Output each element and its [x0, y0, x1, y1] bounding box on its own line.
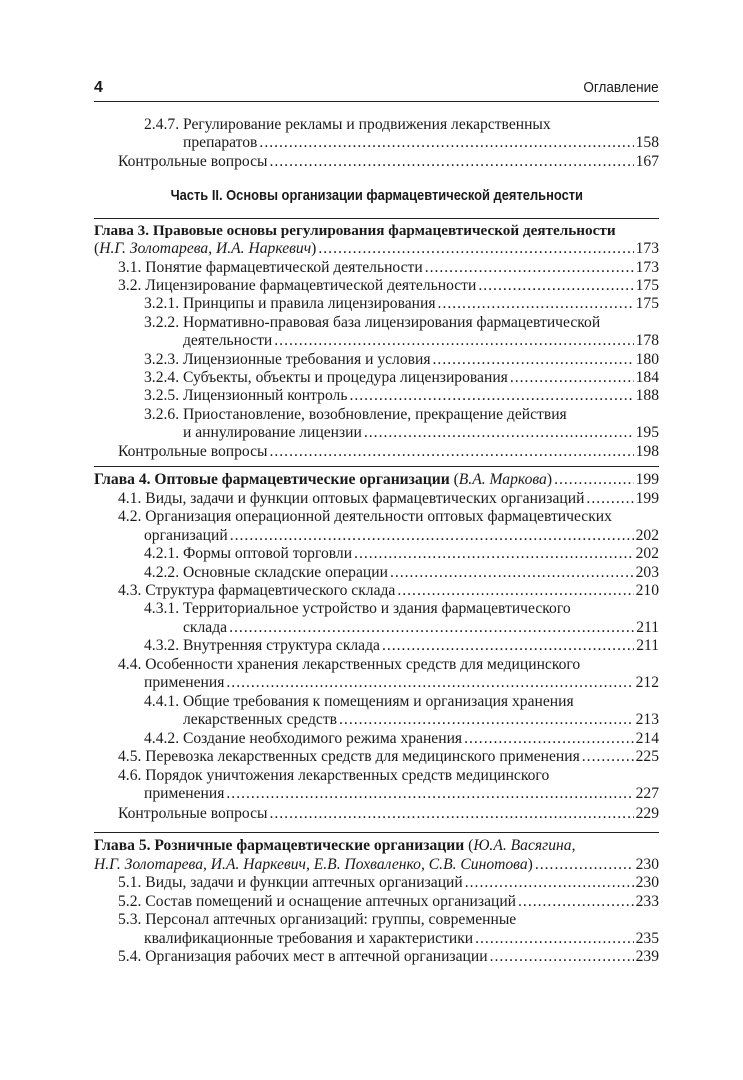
toc-entry-title: применения	[144, 674, 225, 691]
running-title: Оглавление	[583, 79, 659, 96]
toc-entry[interactable]	[144, 729, 659, 749]
toc-entry-title: 4.2.2. Основные складские операции	[144, 564, 388, 581]
toc-entry-title: 3.1. Понятие фармацевтической деятельности	[118, 259, 423, 276]
toc-entry-title: применения	[144, 785, 225, 802]
toc-entry[interactable]	[144, 929, 659, 949]
toc-entry-title: 4.3. Структура фармацевтического склада	[118, 582, 396, 599]
toc-entry[interactable]	[118, 276, 659, 296]
toc-page-number: 210	[635, 582, 659, 599]
dot-leader	[274, 331, 633, 351]
toc-page-number: 203	[635, 564, 659, 581]
dot-leader	[349, 386, 633, 406]
toc-entry[interactable]	[183, 423, 659, 443]
toc-entry[interactable]	[144, 544, 659, 564]
toc-entry-title: препаратов	[183, 134, 258, 151]
toc-page-number: 199	[635, 490, 659, 507]
toc-page-number: 212	[635, 674, 659, 691]
toc-entry: 5.3. Персонал аптечных организаций: группы, современные	[118, 911, 517, 928]
dot-leader	[382, 636, 634, 656]
toc-entry[interactable]	[144, 386, 659, 406]
toc-entry[interactable]	[144, 784, 659, 804]
dot-leader	[582, 747, 634, 767]
toc-page-number: 233	[635, 893, 659, 910]
header-rule	[94, 101, 659, 102]
toc-entry-title: 3.2. Лицензирование фармацевтической деятельности	[118, 277, 477, 294]
dot-leader	[438, 294, 634, 314]
toc-entry[interactable]	[94, 470, 659, 490]
toc-page-number: 158	[635, 134, 659, 151]
dot-leader	[230, 526, 634, 546]
toc-page-number: 167	[635, 153, 659, 170]
chapter-heading: Глава 3. Правовые основы регулирования фармацевтической деятельности	[94, 222, 616, 239]
toc-page-number: 188	[635, 387, 659, 404]
toc-entry: 4.6. Порядок уничтожения лекарственных средств медицинского	[118, 767, 550, 784]
toc-entry: 4.4. Особенности хранения лекарственных средств для медицинского	[118, 656, 581, 673]
toc-entry[interactable]	[144, 673, 659, 693]
toc-entry-title: и аннулирование лицензии	[183, 424, 362, 441]
dot-leader	[269, 442, 633, 462]
toc-page-number: 198	[635, 443, 659, 460]
dot-leader	[259, 133, 633, 153]
toc-entry[interactable]	[118, 892, 659, 912]
dot-leader	[475, 929, 633, 949]
toc-entry[interactable]	[183, 331, 659, 351]
toc-entry[interactable]	[94, 855, 659, 875]
toc-page-number: 227	[635, 785, 659, 802]
toc-entry[interactable]	[94, 239, 659, 259]
dot-leader	[478, 276, 633, 296]
toc-page-number: 211	[636, 637, 659, 654]
page-header	[0, 0, 743, 104]
toc-page-number: 202	[635, 545, 659, 562]
toc-entry[interactable]	[118, 747, 659, 767]
toc-entry-title: 5.1. Виды, задачи и функции аптечных организаций	[118, 874, 463, 891]
toc-entry: 4.2. Организация операционной деятельности оптовых фармацевтических	[118, 508, 612, 525]
toc-page-number: 202	[635, 527, 659, 544]
toc-entry[interactable]	[118, 152, 659, 172]
dot-leader	[433, 350, 634, 370]
toc-entry-title: склада	[183, 619, 228, 636]
toc-page-number: 180	[635, 351, 659, 368]
section-divider	[94, 832, 659, 833]
toc-page-number: 239	[635, 948, 659, 965]
toc-entry-title: 4.4.2. Создание необходимого режима хранения	[144, 730, 463, 747]
toc-entry[interactable]	[118, 442, 659, 462]
toc-page-number: 230	[635, 856, 659, 873]
dot-leader	[535, 855, 634, 875]
dot-leader	[318, 239, 633, 259]
toc-entry[interactable]	[118, 489, 659, 509]
toc-entry-title: 3.2.5. Лицензионный контроль	[144, 387, 348, 404]
section-divider	[94, 218, 659, 219]
toc-page-number: 175	[635, 277, 659, 294]
dot-leader	[269, 152, 633, 172]
chapter-heading: Глава 4. Оптовые фармацевтические организации (В.А. Маркова)	[94, 471, 553, 488]
dot-leader	[390, 563, 634, 583]
dot-leader	[554, 470, 634, 490]
toc-page-number: 235	[635, 930, 659, 947]
dot-leader	[339, 710, 634, 730]
dot-leader	[465, 873, 634, 893]
toc-page-number: 214	[635, 730, 659, 747]
toc-entry[interactable]	[118, 873, 659, 893]
chapter-heading: Глава 5. Розничные фармацевтические организации (Ю.А. Васягина,	[94, 837, 576, 854]
toc-page-number: 211	[636, 619, 659, 636]
chapter-authors: (Н.Г. Золотарева, И.А. Наркевич)	[94, 240, 317, 257]
dot-leader	[229, 618, 634, 638]
dot-leader	[586, 489, 633, 509]
toc-entry: 2.4.7. Регулирование рекламы и продвижения лекарственных	[144, 116, 551, 133]
toc-page-number: 213	[635, 711, 659, 728]
toc-entry-title: квалификационные требования и характеристики	[144, 930, 474, 947]
toc-entry-title: 3.2.3. Лицензионные требования и условия	[144, 351, 431, 368]
toc-entry[interactable]	[183, 618, 659, 638]
toc-entry-title: 3.2.1. Принципы и правила лицензирования	[144, 295, 436, 312]
toc-entry[interactable]	[183, 133, 659, 153]
dot-leader	[269, 804, 633, 824]
toc-page-number: 230	[635, 874, 659, 891]
toc-entry: 4.3.1. Территориальное устройство и здания фармацевтического	[144, 600, 571, 617]
toc-page-number: 184	[635, 369, 659, 386]
toc-entry: 3.2.6. Приостановление, возобновление, прекращение действия	[144, 406, 567, 423]
toc-page-number: 173	[635, 240, 659, 257]
toc-entry: 3.2.2. Нормативно-правовая база лицензирования фармацевтической	[144, 314, 601, 331]
dot-leader	[226, 673, 633, 693]
dot-leader	[354, 544, 634, 564]
dot-leader	[425, 258, 634, 278]
toc-entry-title: 4.3.2. Внутренняя структура склада	[144, 637, 380, 654]
toc-entry[interactable]	[118, 581, 659, 601]
dot-leader	[397, 581, 633, 601]
toc-entry-title: деятельности	[183, 332, 273, 349]
toc-page-number: 175	[635, 295, 659, 312]
toc-entry[interactable]	[118, 258, 659, 278]
toc-entry[interactable]	[118, 947, 659, 967]
section-divider	[94, 466, 659, 467]
toc-entry[interactable]	[144, 350, 659, 370]
toc-entry-title: лекарственных средств	[183, 711, 338, 728]
toc-entry-title: организаций	[144, 527, 228, 544]
page-number: 4	[94, 79, 103, 96]
dot-leader	[464, 729, 634, 749]
toc-entry: 4.4.1. Общие требования к помещениям и организация хранения	[144, 693, 574, 710]
toc-entry[interactable]	[183, 710, 659, 730]
toc-entry[interactable]	[144, 636, 659, 656]
toc-page-number: 225	[635, 748, 659, 765]
toc-page-number: 195	[635, 424, 659, 441]
toc-entry-title: Контрольные вопросы	[118, 805, 268, 822]
toc-entry-title: Контрольные вопросы	[118, 443, 268, 460]
toc-page-number: 178	[635, 332, 659, 349]
toc-entry-title: 5.2. Состав помещений и оснащение аптечных организаций	[118, 893, 517, 910]
toc-entry-title: 4.1. Виды, задачи и функции оптовых фармацевтических организаций	[118, 490, 585, 507]
toc-entry-title: 4.5. Перевозка лекарственных средств для медицинского применения	[118, 748, 580, 765]
toc-page-number: 199	[635, 471, 659, 488]
toc-entry[interactable]	[144, 368, 659, 388]
toc-page-number: 229	[635, 805, 659, 822]
chapter-authors: Н.Г. Золотарева, И.А. Наркевич, Е.В. Похваленко, С.В. Синотова)	[94, 856, 533, 873]
dot-leader	[490, 947, 634, 967]
dot-leader	[226, 784, 633, 804]
toc-entry-title: 4.2.1. Формы оптовой торговли	[144, 545, 353, 562]
toc-entry[interactable]	[144, 563, 659, 583]
dot-leader	[518, 892, 634, 912]
part-title: Часть II. Основы организации фармацевтической деятельности	[170, 187, 583, 204]
toc-page-number: 173	[635, 259, 659, 276]
toc-entry-title: Контрольные вопросы	[118, 153, 268, 170]
toc-entry[interactable]	[144, 294, 659, 314]
toc-entry[interactable]	[144, 526, 659, 546]
toc-entry[interactable]	[118, 804, 659, 824]
dot-leader	[510, 368, 634, 388]
toc-entry-title: 3.2.4. Субъекты, объекты и процедура лицензирования	[144, 369, 508, 386]
dot-leader	[364, 423, 634, 443]
toc-entry-title: 5.4. Организация рабочих мест в аптечной организации	[118, 948, 488, 965]
